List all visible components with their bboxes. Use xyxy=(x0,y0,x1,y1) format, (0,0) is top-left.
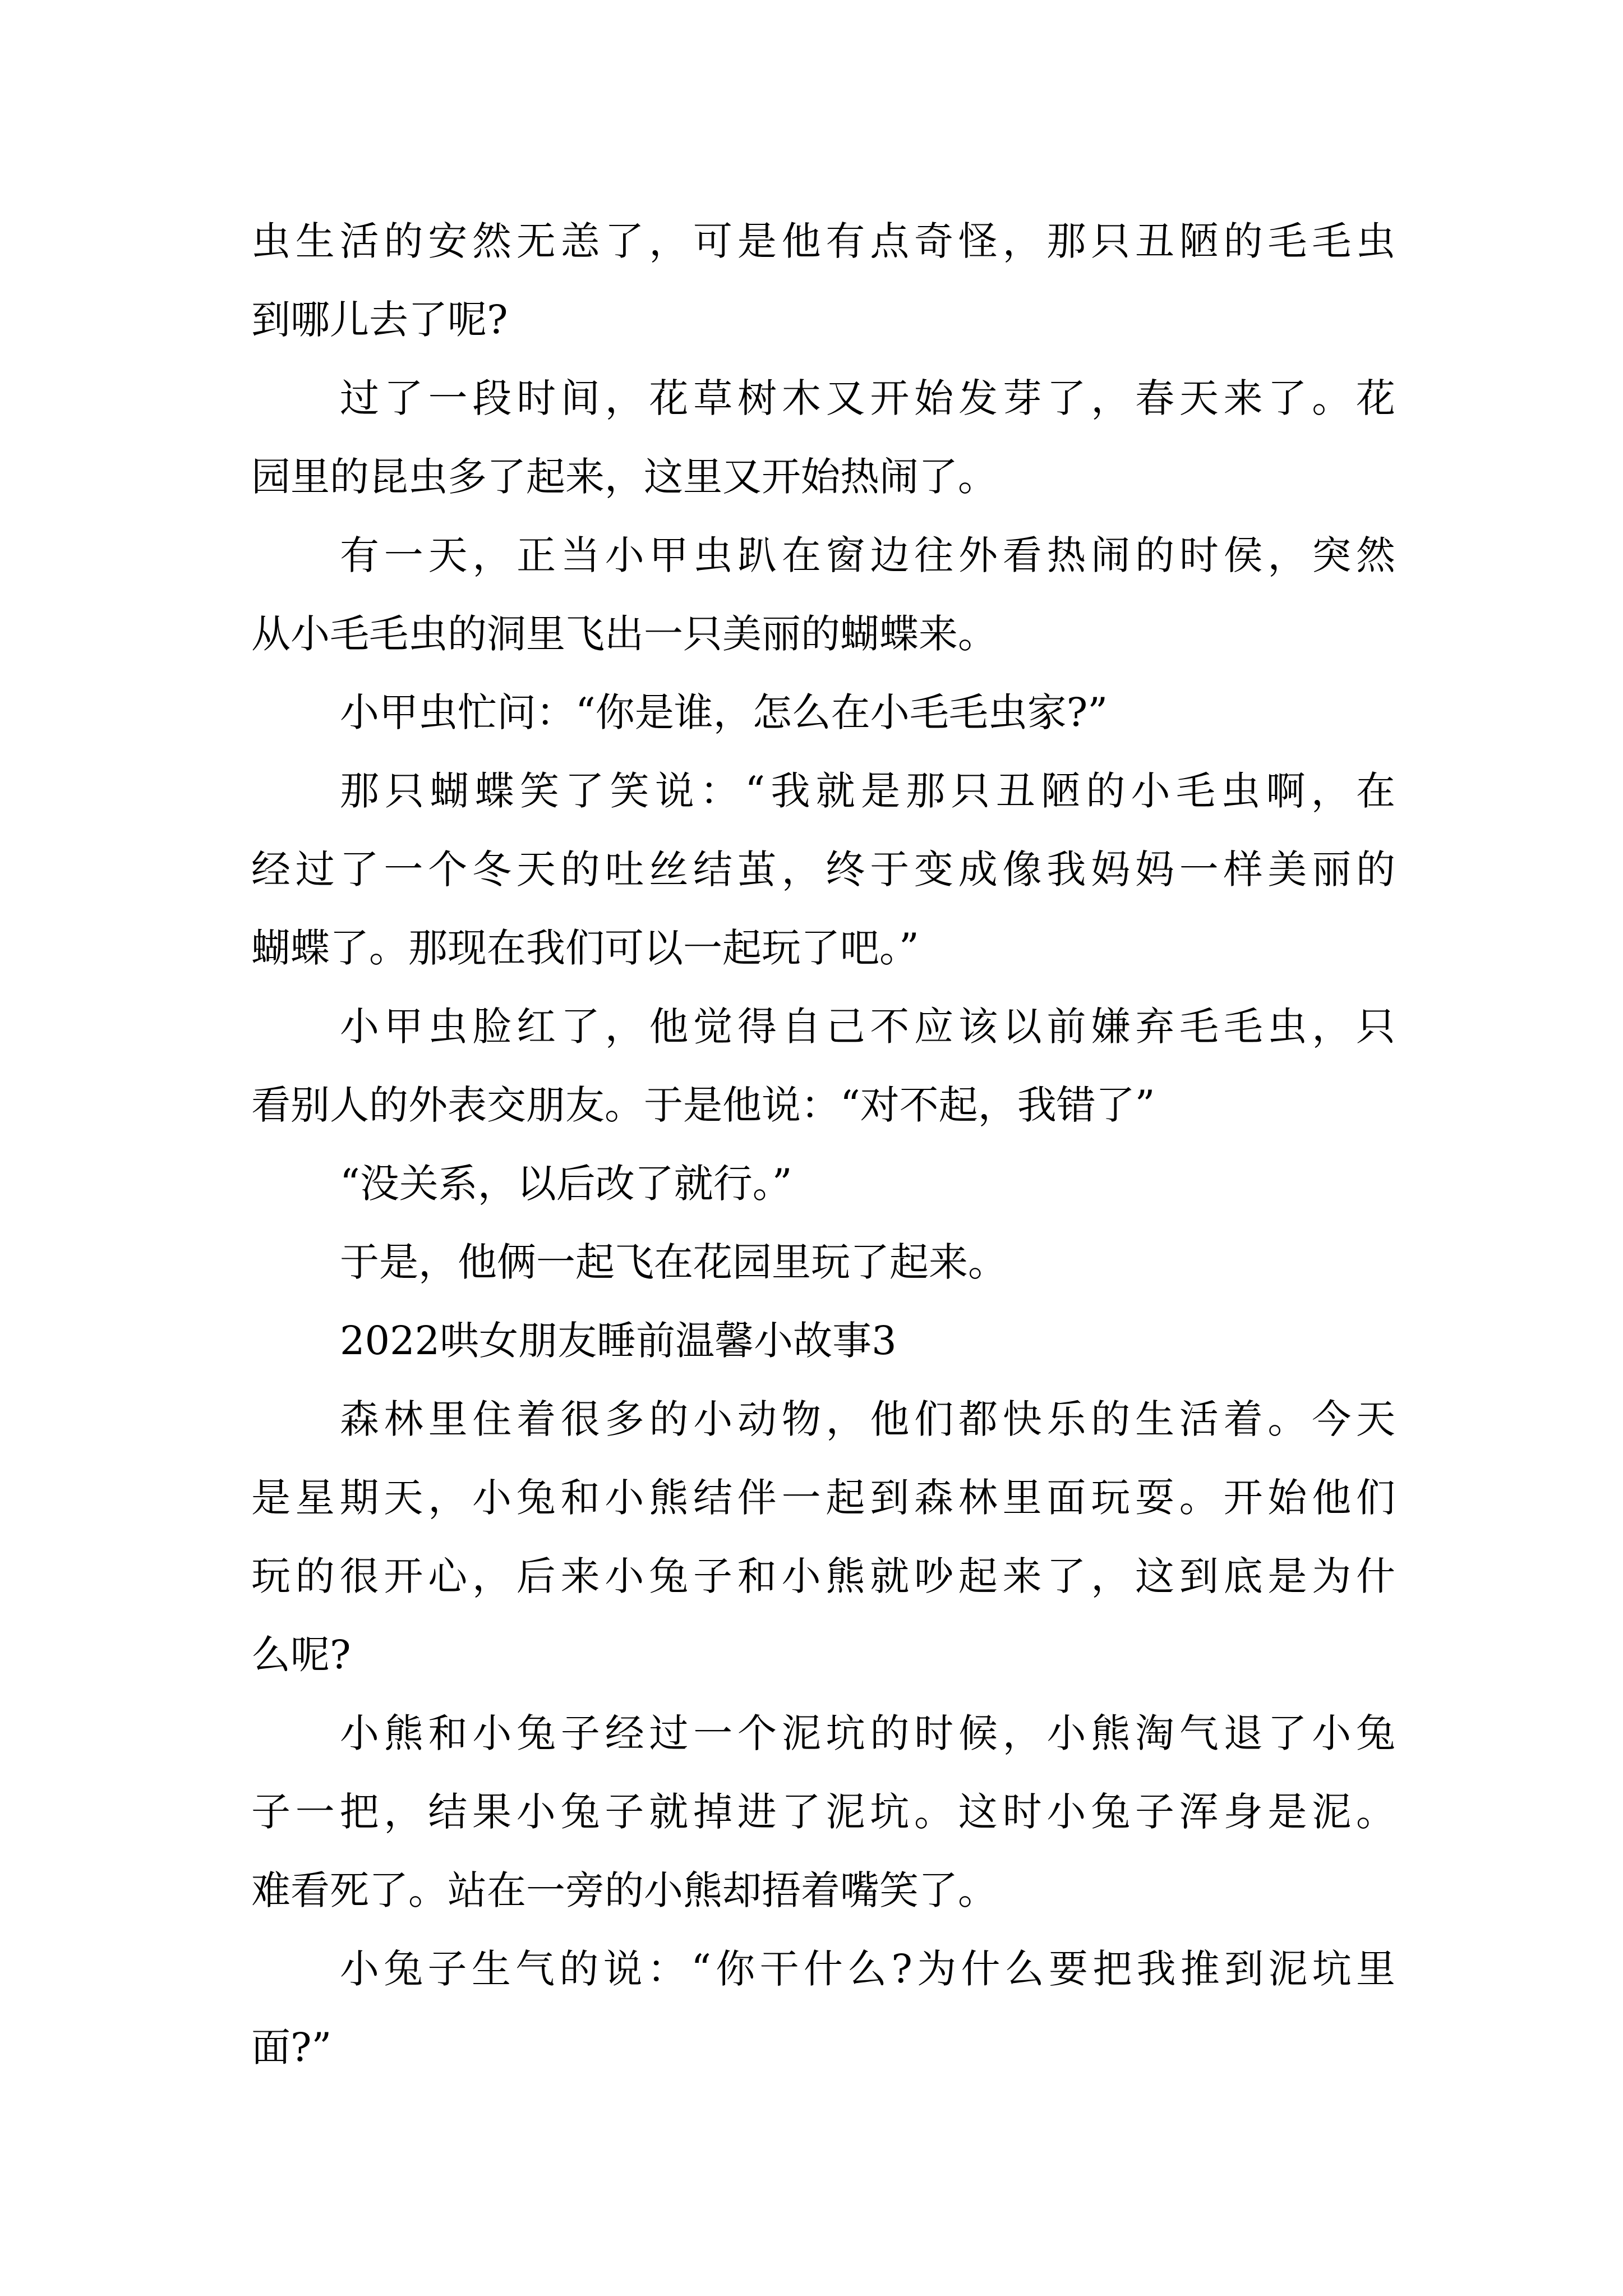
section-heading: 2022哄女朋友睡前温馨小故事3 xyxy=(340,1318,897,1364)
paragraph-first-line: 有一天，正当小甲虫趴在窗边往外看热闹的时侯，突然 xyxy=(340,532,1395,578)
text-line: 到哪儿去了呢? xyxy=(251,297,508,343)
text-line: 难看死了。站在一旁的小熊却捂着嘴笑了。 xyxy=(251,1867,997,1913)
text-line: 么呢? xyxy=(251,1632,351,1678)
paragraph-first-line: 小甲虫忙问：“你是谁，怎么在小毛毛虫家?” xyxy=(340,689,1108,735)
text-line: 蝴蝶了。那现在我们可以一起玩了吧。” xyxy=(251,925,919,971)
paragraph-first-line: 小甲虫脸红了，他觉得自己不应该以前嫌弃毛毛虫，只 xyxy=(340,1004,1395,1050)
text-line: 子一把，结果小兔子就掉进了泥坑。这时小兔子浑身是泥。 xyxy=(251,1789,1395,1835)
text-line: 从小毛毛虫的洞里飞出一只美丽的蝴蝶来。 xyxy=(251,611,997,657)
text-line: 玩的很开心，后来小兔子和小熊就吵起来了，这到底是为什 xyxy=(251,1553,1395,1599)
paragraph-first-line: 小熊和小兔子经过一个泥坑的时候，小熊淘气退了小兔 xyxy=(340,1710,1395,1756)
paragraph-first-line: 于是，他俩一起飞在花园里玩了起来。 xyxy=(340,1239,1007,1285)
text-line: 经过了一个冬天的吐丝结茧，终于变成像我妈妈一样美丽的 xyxy=(251,846,1395,892)
text-line: 看别人的外表交朋友。于是他说：“对不起，我错了” xyxy=(251,1082,1155,1128)
paragraph-first-line: 那只蝴蝶笑了笑说：“我就是那只丑陋的小毛虫啊，在 xyxy=(340,768,1395,814)
paragraph-first-line: “没关系，以后改了就行。” xyxy=(340,1161,792,1207)
text-line: 是星期天，小兔和小熊结伴一起到森林里面玩耍。开始他们 xyxy=(251,1475,1395,1521)
paragraph-first-line: 森林里住着很多的小动物，他们都快乐的生活着。今天 xyxy=(340,1396,1395,1442)
text-line: 虫生活的安然无恙了，可是他有点奇怪，那只丑陋的毛毛虫 xyxy=(251,218,1395,264)
paragraph-first-line: 小兔子生气的说：“你干什么?为什么要把我推到泥坑里 xyxy=(340,1946,1395,1992)
text-line: 面?” xyxy=(251,2024,332,2070)
text-line: 园里的昆虫多了起来，这里又开始热闹了。 xyxy=(251,454,997,500)
paragraph-first-line: 过了一段时间，花草树木又开始发芽了，春天来了。花 xyxy=(340,375,1395,421)
